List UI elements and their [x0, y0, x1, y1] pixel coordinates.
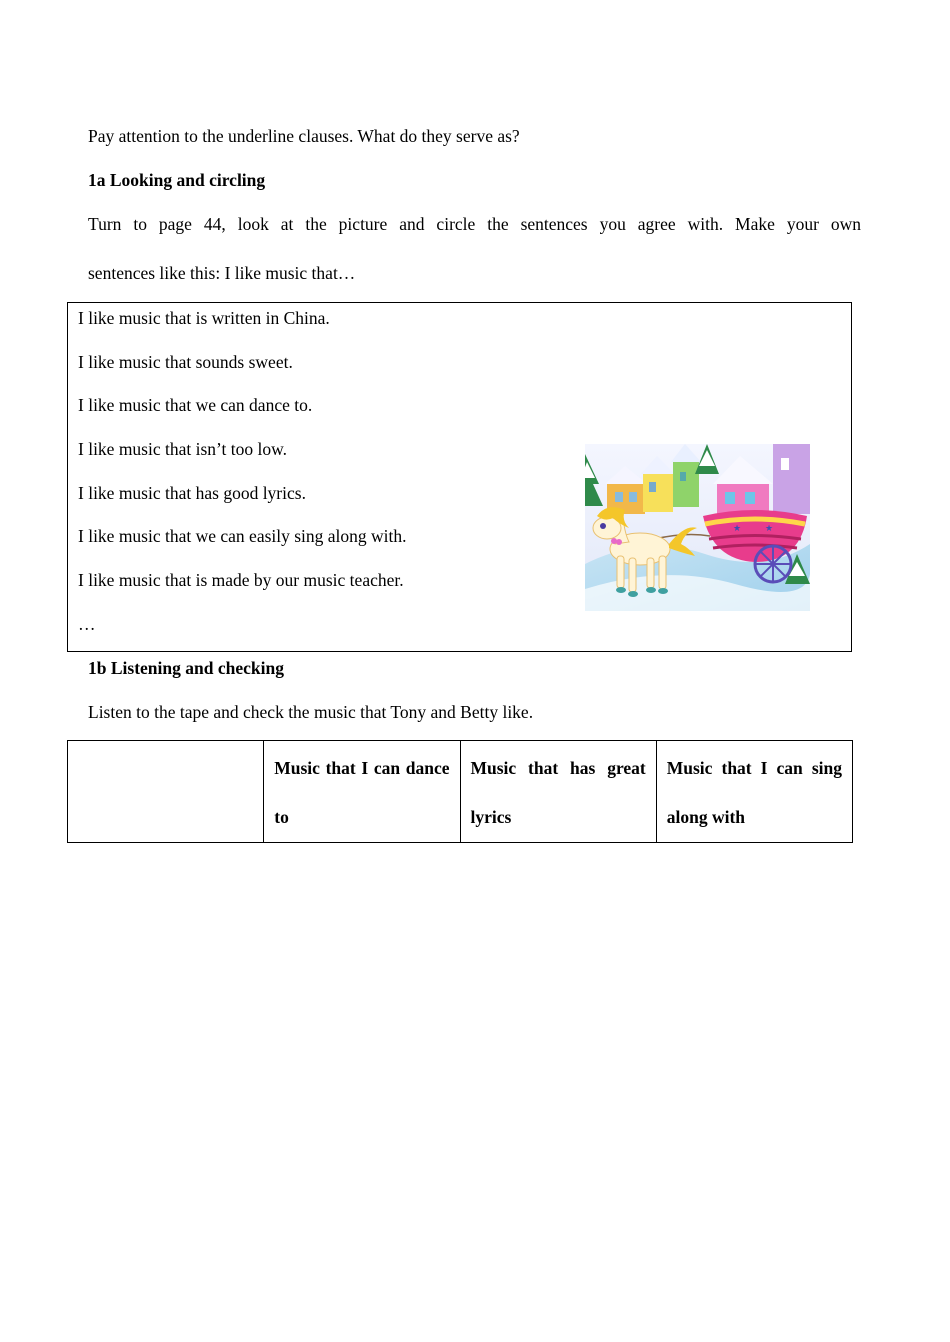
sentence-item: I like music that we can easily sing along with.: [78, 526, 407, 546]
svg-text:★: ★: [733, 524, 742, 534]
table-header-cell: Music that I can dance to: [264, 741, 460, 843]
svg-text:★: ★: [765, 524, 774, 534]
table-header-cell: Music that I can sing along with: [656, 741, 852, 843]
cartoon-horse-carriage-image: [585, 444, 810, 611]
table-header-cell-empty[interactable]: [68, 741, 264, 843]
table-header-row: [68, 741, 853, 843]
sentence-ellipsis: …: [78, 614, 96, 634]
sentence-item: I like music that sounds sweet.: [78, 352, 293, 372]
table-header-cell: Music that has great lyrics: [460, 741, 656, 843]
section-1a-instruction-line2: sentences like this: I like music that…: [88, 263, 356, 283]
section-1a-heading: 1a Looking and circling: [88, 170, 266, 190]
listening-check-table: [67, 740, 853, 843]
sentence-item: I like music that is written in China.: [78, 308, 330, 328]
section-1a-instruction-line1: Turn to page 44, look at the picture and circle the sentences you agree with. Make your own: [88, 214, 861, 234]
sentence-item: I like music that is made by our music teacher.: [78, 570, 404, 590]
section-1b-heading: 1b Listening and checking: [88, 658, 284, 678]
section-1b-instruction: Listen to the tape and check the music that Tony and Betty like.: [88, 702, 534, 722]
sentence-item: I like music that isn’t too low.: [78, 439, 288, 459]
intro-text: Pay attention to the underline clauses. What do they serve as?: [88, 126, 520, 146]
sentence-item: I like music that we can dance to.: [78, 395, 313, 415]
sentence-item: I like music that has good lyrics.: [78, 483, 306, 503]
